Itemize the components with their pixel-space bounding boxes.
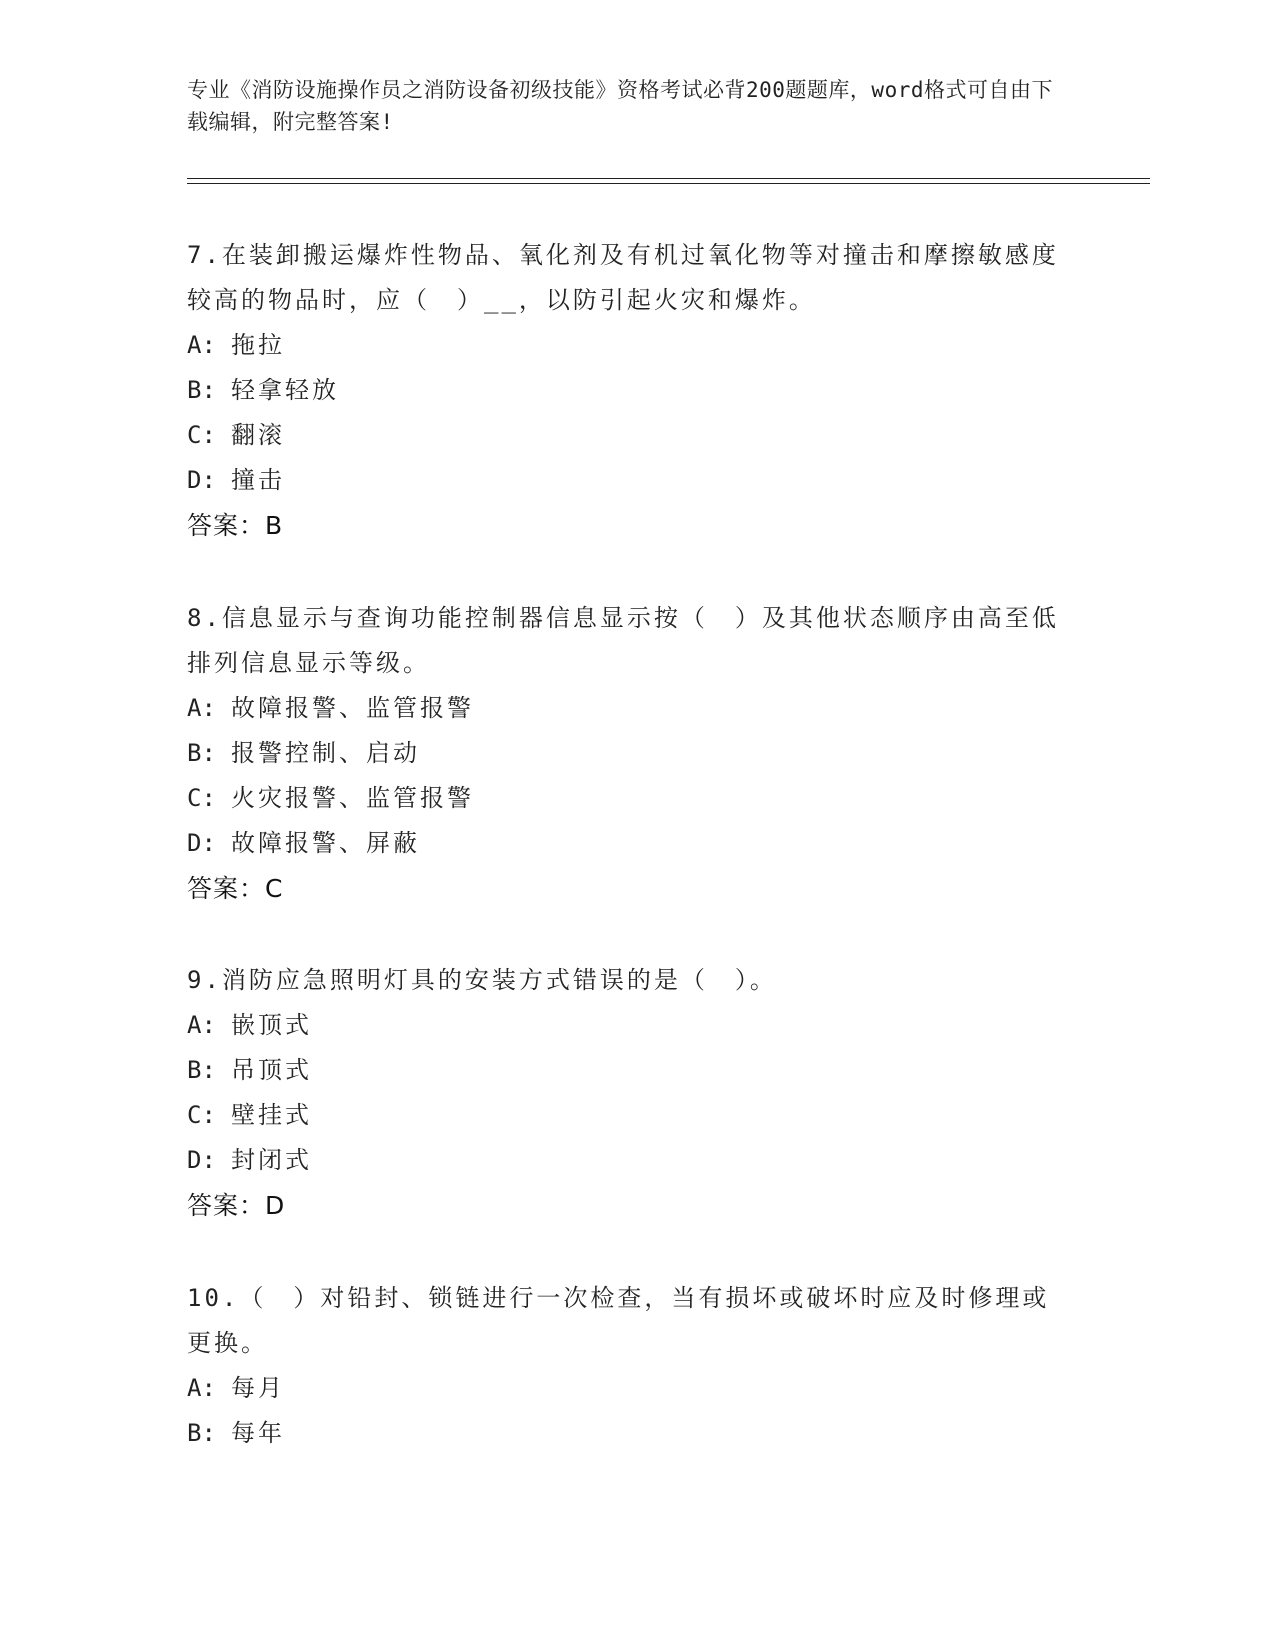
option-text: 吊顶式	[231, 1056, 312, 1084]
question-8	[187, 596, 1067, 911]
question-stem: 9.消防应急照明灯具的安装方式错误的是（ ）。	[187, 966, 777, 994]
answer-line: 答案：C	[187, 874, 284, 903]
option-text: 每年	[231, 1419, 285, 1447]
option-letter: D:	[187, 1146, 216, 1174]
option-b	[187, 1048, 1067, 1093]
answer-line: 答案：D	[187, 1191, 286, 1220]
option-text: 撞击	[231, 466, 285, 494]
option-c	[187, 776, 1067, 821]
option-text: 嵌顶式	[231, 1011, 312, 1039]
option-text: 轻拿轻放	[231, 376, 339, 404]
option-b	[187, 1411, 1067, 1456]
option-a	[187, 323, 1067, 368]
option-b	[187, 731, 1067, 776]
question-9	[187, 958, 1067, 1228]
option-text: 翻滚	[231, 421, 285, 449]
document-header	[187, 74, 1067, 138]
option-a	[187, 1366, 1067, 1411]
option-letter: A:	[187, 1011, 216, 1039]
option-letter: A:	[187, 331, 216, 359]
question-stem: 10.（ ）对铅封、锁链进行一次检查，当有损坏或破坏时应及时修理或更换。	[187, 1284, 1050, 1357]
option-d	[187, 821, 1067, 866]
question-7	[187, 233, 1067, 548]
option-text: 每月	[231, 1374, 285, 1402]
question-stem: 8.信息显示与查询功能控制器信息显示按（ ）及其他状态顺序由高至低排列信息显示等级。	[187, 604, 1059, 677]
option-letter: B:	[187, 376, 216, 404]
option-a	[187, 686, 1067, 731]
option-text: 故障报警、屏蔽	[231, 829, 420, 857]
option-text: 封闭式	[231, 1146, 312, 1174]
option-text: 报警控制、启动	[231, 739, 420, 767]
option-letter: D:	[187, 466, 216, 494]
answer-line: 答案：B	[187, 511, 284, 540]
question-stem: 7.在装卸搬运爆炸性物品、氧化剂及有机过氧化物等对撞击和摩擦敏感度较高的物品时，应（ ）__，以防引起火灾和爆炸。	[187, 241, 1059, 314]
option-letter: B:	[187, 1056, 216, 1084]
option-b	[187, 368, 1067, 413]
option-letter: A:	[187, 1374, 216, 1402]
option-text: 火灾报警、监管报警	[231, 784, 474, 812]
option-text: 壁挂式	[231, 1101, 312, 1129]
option-letter: C:	[187, 421, 216, 449]
question-10	[187, 1276, 1067, 1456]
option-letter: D:	[187, 829, 216, 857]
option-letter: C:	[187, 784, 216, 812]
header-divider-bottom	[187, 183, 1150, 184]
option-letter: A:	[187, 694, 216, 722]
option-d	[187, 458, 1067, 503]
option-letter: B:	[187, 1419, 216, 1447]
option-c	[187, 1093, 1067, 1138]
option-d	[187, 1138, 1067, 1183]
header-divider-top	[187, 178, 1150, 179]
option-c	[187, 413, 1067, 458]
option-text: 故障报警、监管报警	[231, 694, 474, 722]
option-text: 拖拉	[231, 331, 285, 359]
option-a	[187, 1003, 1067, 1048]
option-letter: C:	[187, 1101, 216, 1129]
header-text: 专业《消防设施操作员之消防设备初级技能》资格考试必背200题题库，word格式可自由下载编辑，附完整答案!	[187, 78, 1053, 134]
option-letter: B:	[187, 739, 216, 767]
